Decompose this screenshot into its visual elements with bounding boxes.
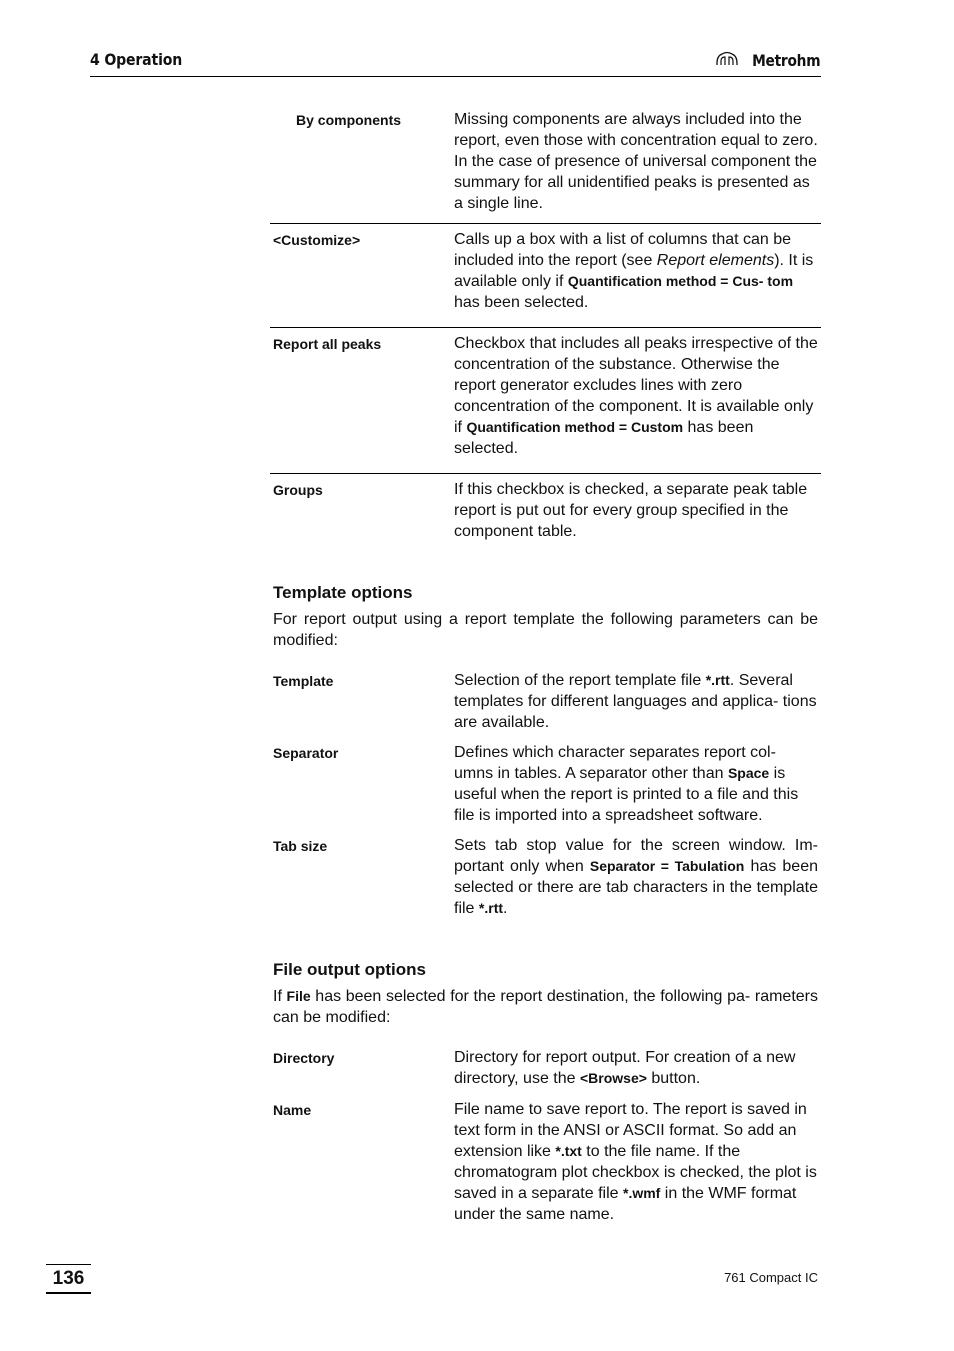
desc-text: button. <box>646 1070 701 1087</box>
term-directory: Directory <box>273 1050 335 1066</box>
term-groups: Groups <box>273 482 323 498</box>
desc-code: *.rtt <box>705 672 730 688</box>
desc-code: *.wmf <box>623 1185 661 1201</box>
brand-name: Metrohm <box>751 50 820 70</box>
desc-code: <Browse> <box>579 1070 647 1086</box>
desc-customize <box>454 229 818 313</box>
desc-italic-ref: Report elements <box>656 252 775 269</box>
file-output-intro <box>273 986 818 1028</box>
running-header-brand <box>716 50 820 70</box>
desc-code: *.txt <box>555 1143 582 1159</box>
desc-by-components: Missing components are always included into the report, even those with concentration equal to zero. In the case of presence of universal component the summary for all unidentified peaks is presented as a single line. <box>454 111 818 212</box>
desc-name <box>454 1099 818 1225</box>
footer-product-name: 761 Compact IC <box>724 1270 818 1285</box>
metrohm-logo-icon <box>716 50 738 70</box>
page-number: 136 <box>46 1264 91 1294</box>
desc-code: Space <box>727 765 770 781</box>
desc-tab-size <box>454 835 818 919</box>
desc-report-all-peaks <box>454 333 818 459</box>
para-text: If <box>273 988 287 1005</box>
term-template: Template <box>273 673 334 689</box>
desc-text: in the WMF format under the same name. <box>454 1185 797 1223</box>
desc-text: has been selected. <box>454 294 589 311</box>
table-divider <box>270 223 821 224</box>
term-tab-size: Tab size <box>273 838 328 854</box>
desc-text: to the file name. If the chromatogram plot checkbox is checked, the plot is saved in a separate file <box>454 1143 817 1202</box>
desc-text: . <box>503 900 508 917</box>
running-header-chapter: 4 Operation <box>90 50 183 69</box>
table-divider <box>270 327 821 328</box>
para-code: File <box>286 988 311 1004</box>
desc-text: has been selected. <box>454 419 754 457</box>
desc-groups: If this checkbox is checked, a separate peak table report is put out for every group specified in the component table. <box>454 481 808 540</box>
desc-text: Selection of the report template file <box>454 672 706 689</box>
section-heading-template-options: Template options <box>273 583 413 602</box>
desc-text: Calls up a box with a list of columns that can be included into the report (see <box>454 231 792 269</box>
desc-code: *.rtt <box>478 900 504 916</box>
term-report-all-peaks: Report all peaks <box>273 336 382 352</box>
desc-separator <box>454 742 818 826</box>
desc-text: Directory for report output. For creation of a new directory, use the <box>454 1049 796 1087</box>
desc-directory <box>454 1047 818 1089</box>
header-divider <box>90 76 821 77</box>
desc-text: Defines which character separates report col- umns in tables. A separator other than <box>454 744 776 782</box>
desc-code: Quantification method = Cus- tom <box>567 273 794 289</box>
desc-text: File name to save report to. The report is saved in text form in the ANSI or ASCII format. So add an extension like <box>454 1101 807 1160</box>
desc-code: Quantification method = Custom <box>466 419 684 435</box>
desc-text: Checkbox that includes all peaks irrespective of the concentration of the substance. Otherwise the report generator excludes lines with zero concentration of the component. It is available only if <box>454 335 818 436</box>
template-options-intro: For report output using a report template the following parameters can be modified: <box>273 611 818 649</box>
section-heading-file-output-options: File output options <box>273 960 426 979</box>
desc-text: is useful when the report is printed to a file and this file is imported into a spreadsheet software. <box>454 765 799 824</box>
desc-code: Separator = Tabulation <box>589 858 745 874</box>
desc-text: . Several templates for different languages and applica- tions are available. <box>454 672 817 731</box>
para-text: has been selected for the report destination, the following pa- rameters can be modified: <box>273 988 818 1026</box>
desc-text: Sets tab stop value for the screen window. Im- portant only when <box>454 837 818 875</box>
term-separator: Separator <box>273 745 339 761</box>
desc-template <box>454 670 818 733</box>
term-name: Name <box>273 1102 312 1118</box>
table-divider <box>270 473 821 474</box>
term-customize: <Customize> <box>273 232 361 248</box>
desc-text: has been selected or there are tab characters in the template file <box>454 858 818 917</box>
term-by-components: By components <box>296 112 402 128</box>
desc-text: ). It is available only if <box>454 252 814 290</box>
